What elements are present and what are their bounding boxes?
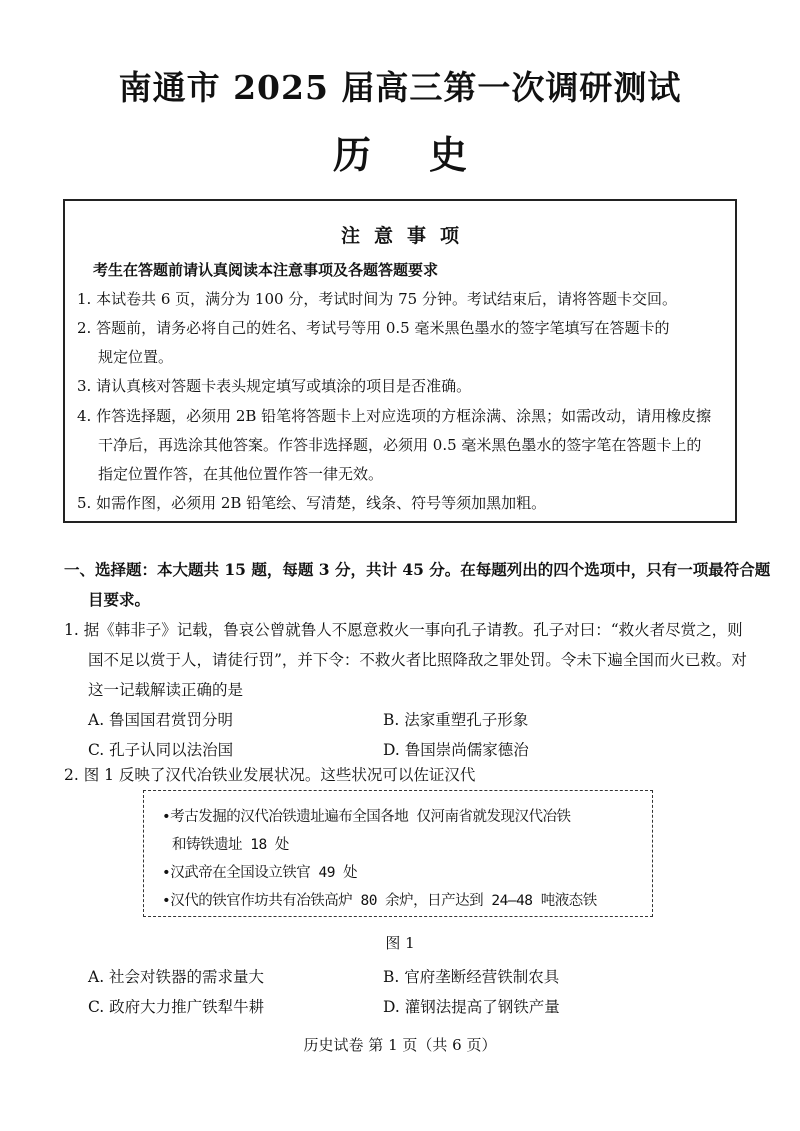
figure-line-1-cont: 和铸铁遗址 18 处 [172,837,289,853]
notice-item-4-cont-1: 干净后，再选涂其他答案。作答非选择题，必须用 0.5 毫米黑色墨水的签字笔在答题卡上的 [98,436,702,454]
notice-title: 注意事项 [340,225,473,247]
subject-title: 历史 [332,132,525,177]
figure-line-3: •汉代的铁官作坊共有冶铁高炉 80 余炉，日产达到 24—48 吨液态铁 [162,893,597,909]
figure-1-box [143,790,653,917]
q2-stem: 2. 图 1 反映了汉代冶铁业发展状况。这些状况可以佐证汉代 [64,766,476,784]
q1-option-d: D. 鲁国崇尚儒家德治 [383,741,529,759]
notice-item-3: 3. 请认真核对答题卡表头规定填写或填涂的项目是否准确。 [77,377,472,395]
q1-option-b: B. 法家重塑孔子形象 [383,711,529,729]
q1-option-a: A. 鲁国国君赏罚分明 [88,711,234,729]
notice-intro: 考生在答题前请认真阅读本注意事项及各题答题要求 [93,261,439,279]
figure-line-1: •考古发掘的汉代冶铁遗址遍布全国各地 仅河南省就发现汉代冶铁 [162,809,571,825]
notice-item-4: 4. 作答选择题，必须用 2B 铅笔将答题卡上对应选项的方框涂满、涂黑；如需改动，请用橡皮擦 [77,407,712,425]
notice-item-4-cont-2: 指定位置作答，在其他位置作答一律无效。 [98,465,384,483]
page-footer: 历史试卷 第 1 页（共 6 页） [303,1036,497,1054]
q1-option-c: C. 孔子认同以法治国 [88,741,234,759]
q2-option-a: A. 社会对铁器的需求量大 [88,968,265,986]
section-heading: 一、选择题：本大题共 15 题，每题 3 分，共计 45 分。在每题列出的四个选项中，只有一项最符合题 [64,560,771,579]
figure-caption: 图 1 [385,934,415,952]
notice-item-2-cont: 规定位置。 [98,348,174,366]
q2-option-c: C. 政府大力推广铁犁牛耕 [88,998,265,1016]
notice-item-1: 1. 本试卷共 6 页，满分为 100 分，考试时间为 75 分钟。考试结束后，请将答题卡交回。 [77,290,677,308]
exam-title: 南通市 2025 届高三第一次调研测试 [118,68,682,107]
section-heading-cont: 目要求。 [88,590,151,609]
q2-option-d: D. 灌钢法提高了钢铁产量 [383,998,560,1016]
q1-stem-line-3: 这一记载解读正确的是 [88,681,244,699]
notice-item-5: 5. 如需作图，必须用 2B 铅笔绘、写清楚，线条、符号等须加黑加粗。 [77,494,547,512]
q2-option-b: B. 官府垄断经营铁制农具 [383,968,560,986]
q1-stem-line-2: 国不足以赏于人，请徒行罚”，并下令：不救火者比照降敌之罪处罚。令未下遍全国而火已救。对 [88,651,747,669]
notice-box [63,199,737,523]
q1-stem-line-1: 1. 据《韩非子》记载，鲁哀公曾就鲁人不愿意救火一事向孔子请教。孔子对曰：“救火者尽赏之，则 [64,621,743,639]
figure-line-2: •汉武帝在全国设立铁官 49 处 [162,865,358,881]
notice-item-2: 2. 答题前，请务必将自己的姓名、考试号等用 0.5 毫米黑色墨水的签字笔填写在答题卡的 [77,319,670,337]
